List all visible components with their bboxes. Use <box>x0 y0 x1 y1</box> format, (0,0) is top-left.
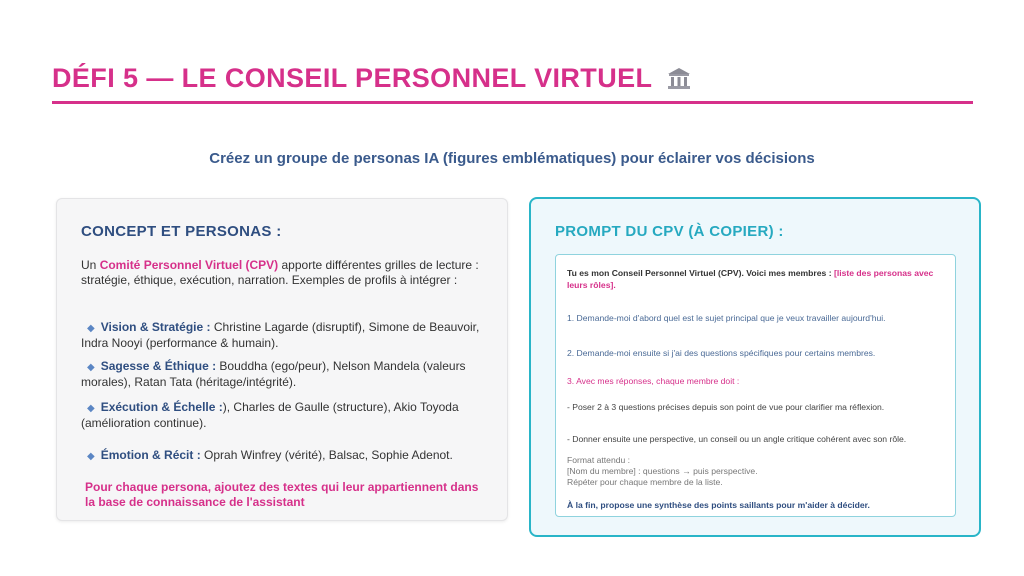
cpv-highlight: Comité Personnel Virtuel (CPV) <box>99 258 279 272</box>
diamond-bullet-icon: ◆ <box>87 403 95 414</box>
prompt-sub-2: - Donner ensuite une perspective, un conseil ou un angle critique cohérent avec son rôle. <box>567 434 907 444</box>
prompt-sub-1: - Poser 2 à 3 questions précises depuis son point de vue pour clarifier ma réflexion. <box>567 402 885 412</box>
intro-prefix: Un <box>81 258 100 272</box>
page-title: DÉFI 5 — LE CONSEIL PERSONNEL VIRTUEL <box>52 63 653 93</box>
persona-text: Christine Lagarde (disruptif), Simone de Beauvoir, Indra Nooyi (performance & humain). <box>81 320 480 350</box>
persona-label: Vision & Stratégie : <box>100 320 211 334</box>
prompt-placeholder: [liste des personas avec leurs rôles]. <box>567 268 934 290</box>
persona-item <box>81 400 486 431</box>
prompt-intro <box>567 268 947 291</box>
diamond-bullet-icon: ◆ <box>87 323 95 334</box>
classical-building-icon <box>666 66 692 92</box>
prompt-step-3: 3. Avec mes réponses, chaque membre doit : <box>567 376 740 386</box>
persona-label: Sagesse & Éthique : <box>100 359 217 373</box>
diamond-bullet-icon: ◆ <box>87 451 95 462</box>
concept-heading: CONCEPT ET PERSONAS : <box>81 223 282 240</box>
concept-intro <box>81 258 486 288</box>
persona-item <box>81 359 486 390</box>
prompt-step-2: 2. Demande-moi ensuite si j'ai des questions spécifiques pour certains membres. <box>567 348 876 358</box>
knowledge-base-note: Pour chaque persona, ajoutez des textes qui leur appartiennent dans la base de connaissance de l'assistant <box>85 480 479 509</box>
title-row <box>52 63 692 94</box>
persona-item <box>81 320 486 351</box>
persona-text: Oprah Winfrey (vérité), Balsac, Sophie Adenot. <box>200 448 453 462</box>
prompt-intro-text: Tu es mon Conseil Personnel Virtuel (CPV). Voici mes membres : <box>567 268 834 278</box>
persona-item <box>81 448 486 464</box>
title-underline <box>52 101 973 104</box>
subtitle: Créez un groupe de personas IA (figures emblématiques) pour éclairer vos décisions <box>209 150 815 167</box>
persona-text: ), Charles de Gaulle (structure), Akio Toyoda (amélioration continue). <box>81 400 459 430</box>
prompt-text-box[interactable] <box>555 254 956 517</box>
prompt-format-1: Format attendu : <box>567 455 631 465</box>
persona-text: Bouddha (ego/peur), Nelson Mandela (valeurs morales), Ratan Tata (héritage/intégrité). <box>81 359 466 389</box>
persona-label: Émotion & Récit : <box>100 448 201 462</box>
prompt-card <box>529 197 981 537</box>
diamond-bullet-icon: ◆ <box>87 362 95 373</box>
prompt-format-2: [Nom du membre] : questions → puis perspective. <box>567 466 758 476</box>
prompt-step-1: 1. Demande-moi d'abord quel est le sujet principal que je veux travailler aujourd'hui. <box>567 313 886 323</box>
intro-suffix: apporte différentes grilles de lecture : stratégie, éthique, exécution, narration. Exemples de profils à intégrer : <box>81 258 479 287</box>
prompt-final: À la fin, propose une synthèse des points saillants pour m'aider à décider. <box>567 500 870 510</box>
prompt-format-3: Répéter pour chaque membre de la liste. <box>567 477 723 487</box>
persona-label: Exécution & Échelle : <box>100 400 223 414</box>
concept-card <box>56 198 508 521</box>
prompt-heading: PROMPT DU CPV (À COPIER) : <box>555 223 784 240</box>
